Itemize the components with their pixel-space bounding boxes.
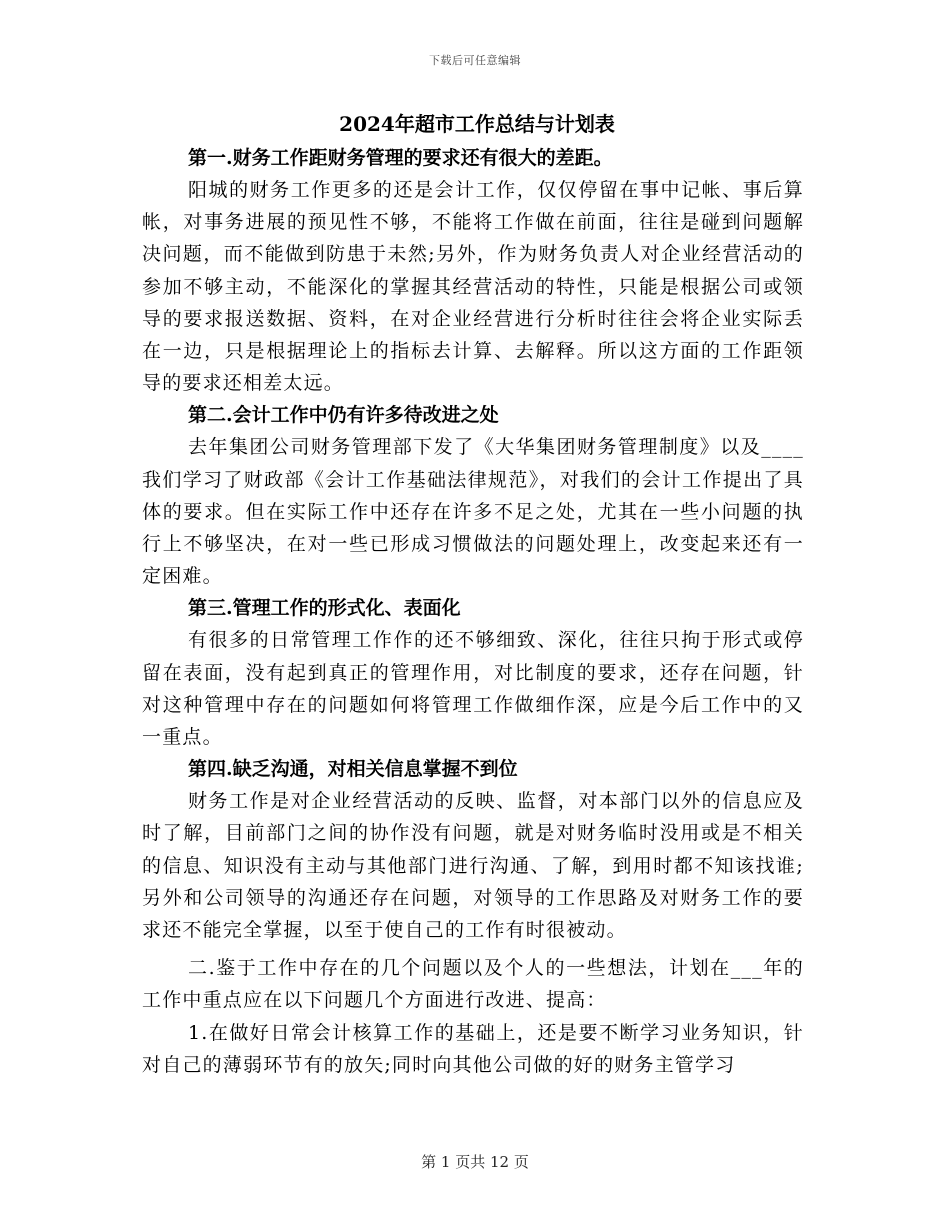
paragraph-plan-item-1: 1.在做好日常会计核算工作的基础上，还是要不断学习业务知识，针对自己的薄弱环节有的放矢;同时向其他公司做的好的财务主管学习 xyxy=(142,1021,804,1076)
paragraph-plan-intro: 二.鉴于工作中存在的几个问题以及个人的一些想法，计划在___年的工作中重点应在以下问题几个方面进行改进、提高： xyxy=(142,957,804,1012)
document-title: 2024年超市工作总结与计划表 xyxy=(339,112,615,136)
paragraph-1: 阳城的财务工作更多的还是会计工作，仅仅停留在事中记帐、事后算帐，对事务进展的预见性不够，不能将工作做在前面，往往是碰到问题解决问题，而不能做到防患于未然;另外，作为财务负责人对企业经营活动的参加不够主动，不能深化的掌握其经营活动的特性，只能是根据公司或领导的要求报送数据、资料，在对企业经营进行分析时往往会将企业实际丢在一边，只是根据理论上的指标去计算、去解释。所以这方面的工作距领导的要求还相差太远。 xyxy=(142,179,804,395)
page-header-note: 下载后可任意编辑 xyxy=(429,54,521,67)
paragraph-2: 去年集团公司财务管理部下发了《大华集团财务管理制度》以及____我们学习了财政部《会计工作基础法律规范》，对我们的会计工作提出了具体的要求。但在实际工作中还存在许多不足之处，尤其在一些小问题的执行上不够坚决，在对一些已形成习惯做法的问题处理上，改变起来还有一定困难。 xyxy=(142,436,804,588)
paragraph-3: 有很多的日常管理工作作的还不够细致、深化，往往只拘于形式或停留在表面，没有起到真正的管理作用，对比制度的要求，还存在问题，针对这种管理中存在的问题如何将管理工作做细作深，应是今后工作中的又一重点。 xyxy=(142,629,804,749)
document-body xyxy=(142,108,804,1081)
page-number: 第 1 页共 12 页 xyxy=(421,1153,529,1171)
section-heading-4: 第四.缺乏沟通，对相关信息掌握不到位 xyxy=(188,758,518,781)
paragraph-4: 财务工作是对企业经营活动的反映、监督，对本部门以外的信息应及时了解，目前部门之间的协作没有问题，就是对财务临时没用或是不相关的信息、知识没有主动与其他部门进行沟通、了解，到用时都不知该找谁;另外和公司领导的沟通还存在问题，对领导的工作思路及对财务工作的要求还不能完全掌握，以至于使自己的工作有时很被动。 xyxy=(142,790,804,942)
section-heading-2: 第二.会计工作中仍有许多待改进之处 xyxy=(188,404,499,427)
section-heading-1: 第一.财务工作距财务管理的要求还有很大的差距。 xyxy=(188,147,613,169)
section-heading-3: 第三.管理工作的形式化、表面化 xyxy=(188,597,461,620)
